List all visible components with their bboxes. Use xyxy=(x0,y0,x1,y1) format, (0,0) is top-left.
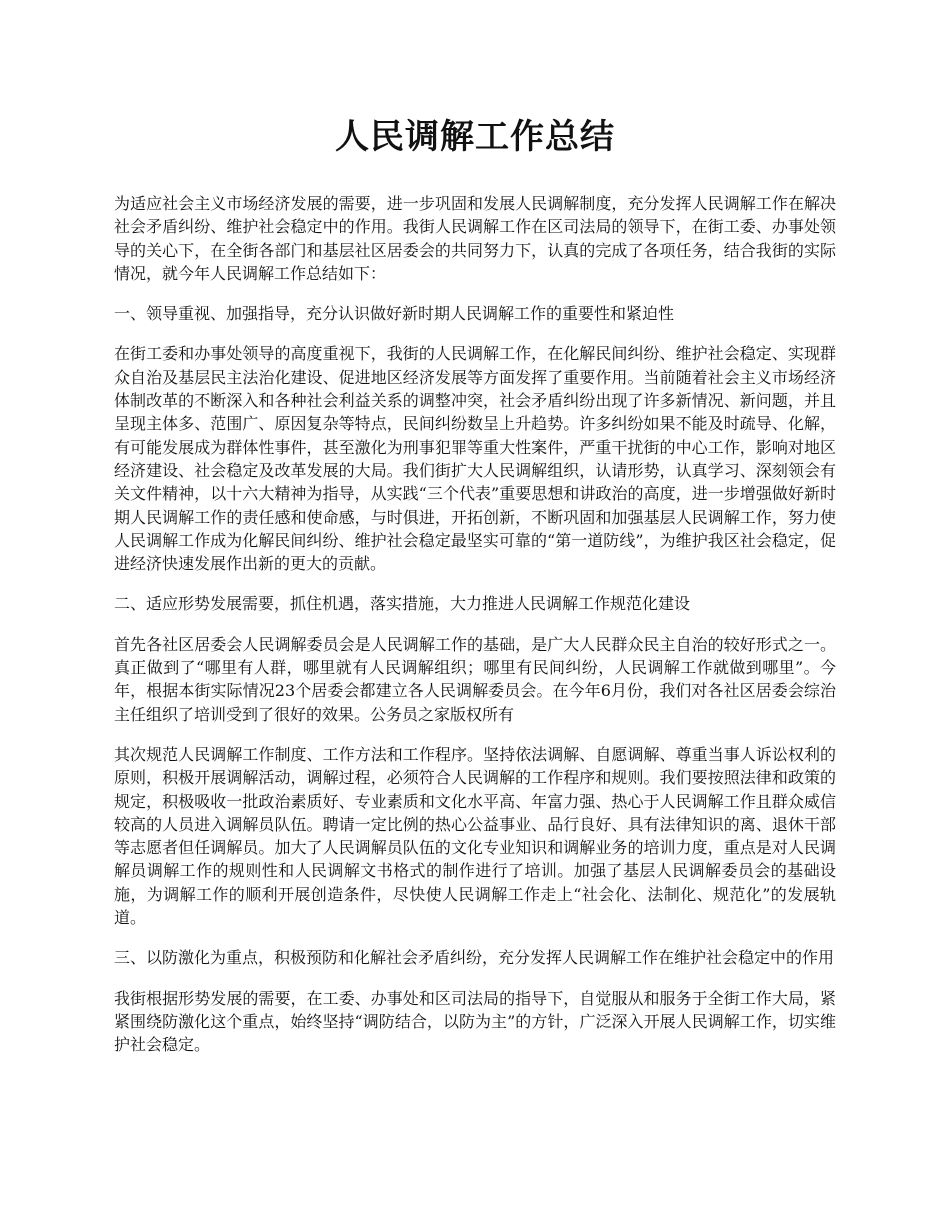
section-3-paragraph: 我街根据形势发展的需要，在工委、办事处和区司法局的指导下，自觉服从和服务于全街工作大局，紧紧围绕防激化这个重点，始终坚持“调防结合，以防为主”的方针，广泛深入开展人民调解工作，切实维护社会稳定。 xyxy=(114,988,836,1055)
section-heading-3: 三、以防激化为重点，积极预防和化解社会矛盾纠纷，充分发挥人民调解工作在维护社会稳定中的作用 xyxy=(114,948,835,968)
section-2-paragraph-2: 其次规范人民调解工作制度、工作方法和工作程序。坚持依法调解、自愿调解、尊重当事人诉讼权利的原则，积极开展调解活动，调解过程，必须符合人民调解的工作程序和规则。我们要按照法律和政策的规定，积极吸收一批政治素质好、专业素质和文化水平高、年富力强、热心于人民调解工作且群众威信较高的人员进入调解员队伍。聘请一定比例的热心公益事业、品行良好、具有法律知识的离、退休干部等志愿者但任调解员。加大了人民调解员队伍的文化专业知识和调解业务的培训力度，重点是对人民调解员调解工作的规则性和人民调解文书格式的制作进行了培训。加强了基层人民调解委员会的基础设施，为调解工作的顺利开展创造条件，尽快使人民调解工作走上“社会化、法制化、规范化”的发展轨道。 xyxy=(114,744,836,928)
section-heading-2: 二、适应形势发展需要，抓住机遇，落实措施，大力推进人民调解工作规范化建设 xyxy=(114,594,691,614)
document-title: 人民调解工作总结 xyxy=(335,117,615,157)
section-2-paragraph-1: 首先各社区居委会人民调解委员会是人民调解工作的基础，是广大人民群众民主自治的较好形式之一。真正做到了“哪里有人群，哪里就有人民调解组织；哪里有民间纠纷，人民调解工作就做到哪里”。今年，根据本街实际情况23个居委会都建立各人民调解委员会。在今年6月份，我们对各社区居委会综治主任组织了培训受到了很好的效果。公务员之家版权所有 xyxy=(114,634,836,724)
intro-paragraph: 为适应社会主义市场经济发展的需要，进一步巩固和发展人民调解制度，充分发挥人民调解工作在解决社会矛盾纠纷、维护社会稳定中的作用。我街人民调解工作在区司法局的领导下，在街工委、办事处领导的关心下，在全街各部门和基层社区居委会的共同努力下，认真的完成了各项任务，结合我街的实际情况，就今年人民调解工作总结如下： xyxy=(114,194,836,283)
section-1-paragraph: 在街工委和办事处领导的高度重视下，我街的人民调解工作，在化解民间纠纷、维护社会稳定、实现群众自治及基层民主法治化建设、促进地区经济发展等方面发挥了重要作用。当前随着社会主义市场经济体制改革的不断深入和各种社会利益关系的调整冲突，社会矛盾纠纷出现了许多新情况、新问题，并且呈现主体多、范围广、原因复杂等特点，民间纠纷数呈上升趋势。许多纠纷如果不能及时疏导、化解，有可能发展成为群体性事件，甚至激化为刑事犯罪等重大性案件，严重干扰街的中心工作，影响对地区经济建设、社会稳定及改革发展的大局。我们街扩大人民调解组织，认请形势，认真学习、深刻领会有关文件精神，以十六大精神为指导，从实践“三个代表”重要思想和讲政治的高度，进一步增强做好新时期人民调解工作的责任感和使命感，与时俱进，开拓创新，不断巩固和加强基层人民调解工作，努力使人民调解工作成为化解民间纠纷、维护社会稳定最坚实可靠的“第一道防线”，为维护我区社会稳定，促进经济快速发展作出新的更大的贡献。 xyxy=(114,344,836,574)
section-heading-1: 一、领导重视、加强指导，充分认识做好新时期人民调解工作的重要性和紧迫性 xyxy=(114,304,675,324)
